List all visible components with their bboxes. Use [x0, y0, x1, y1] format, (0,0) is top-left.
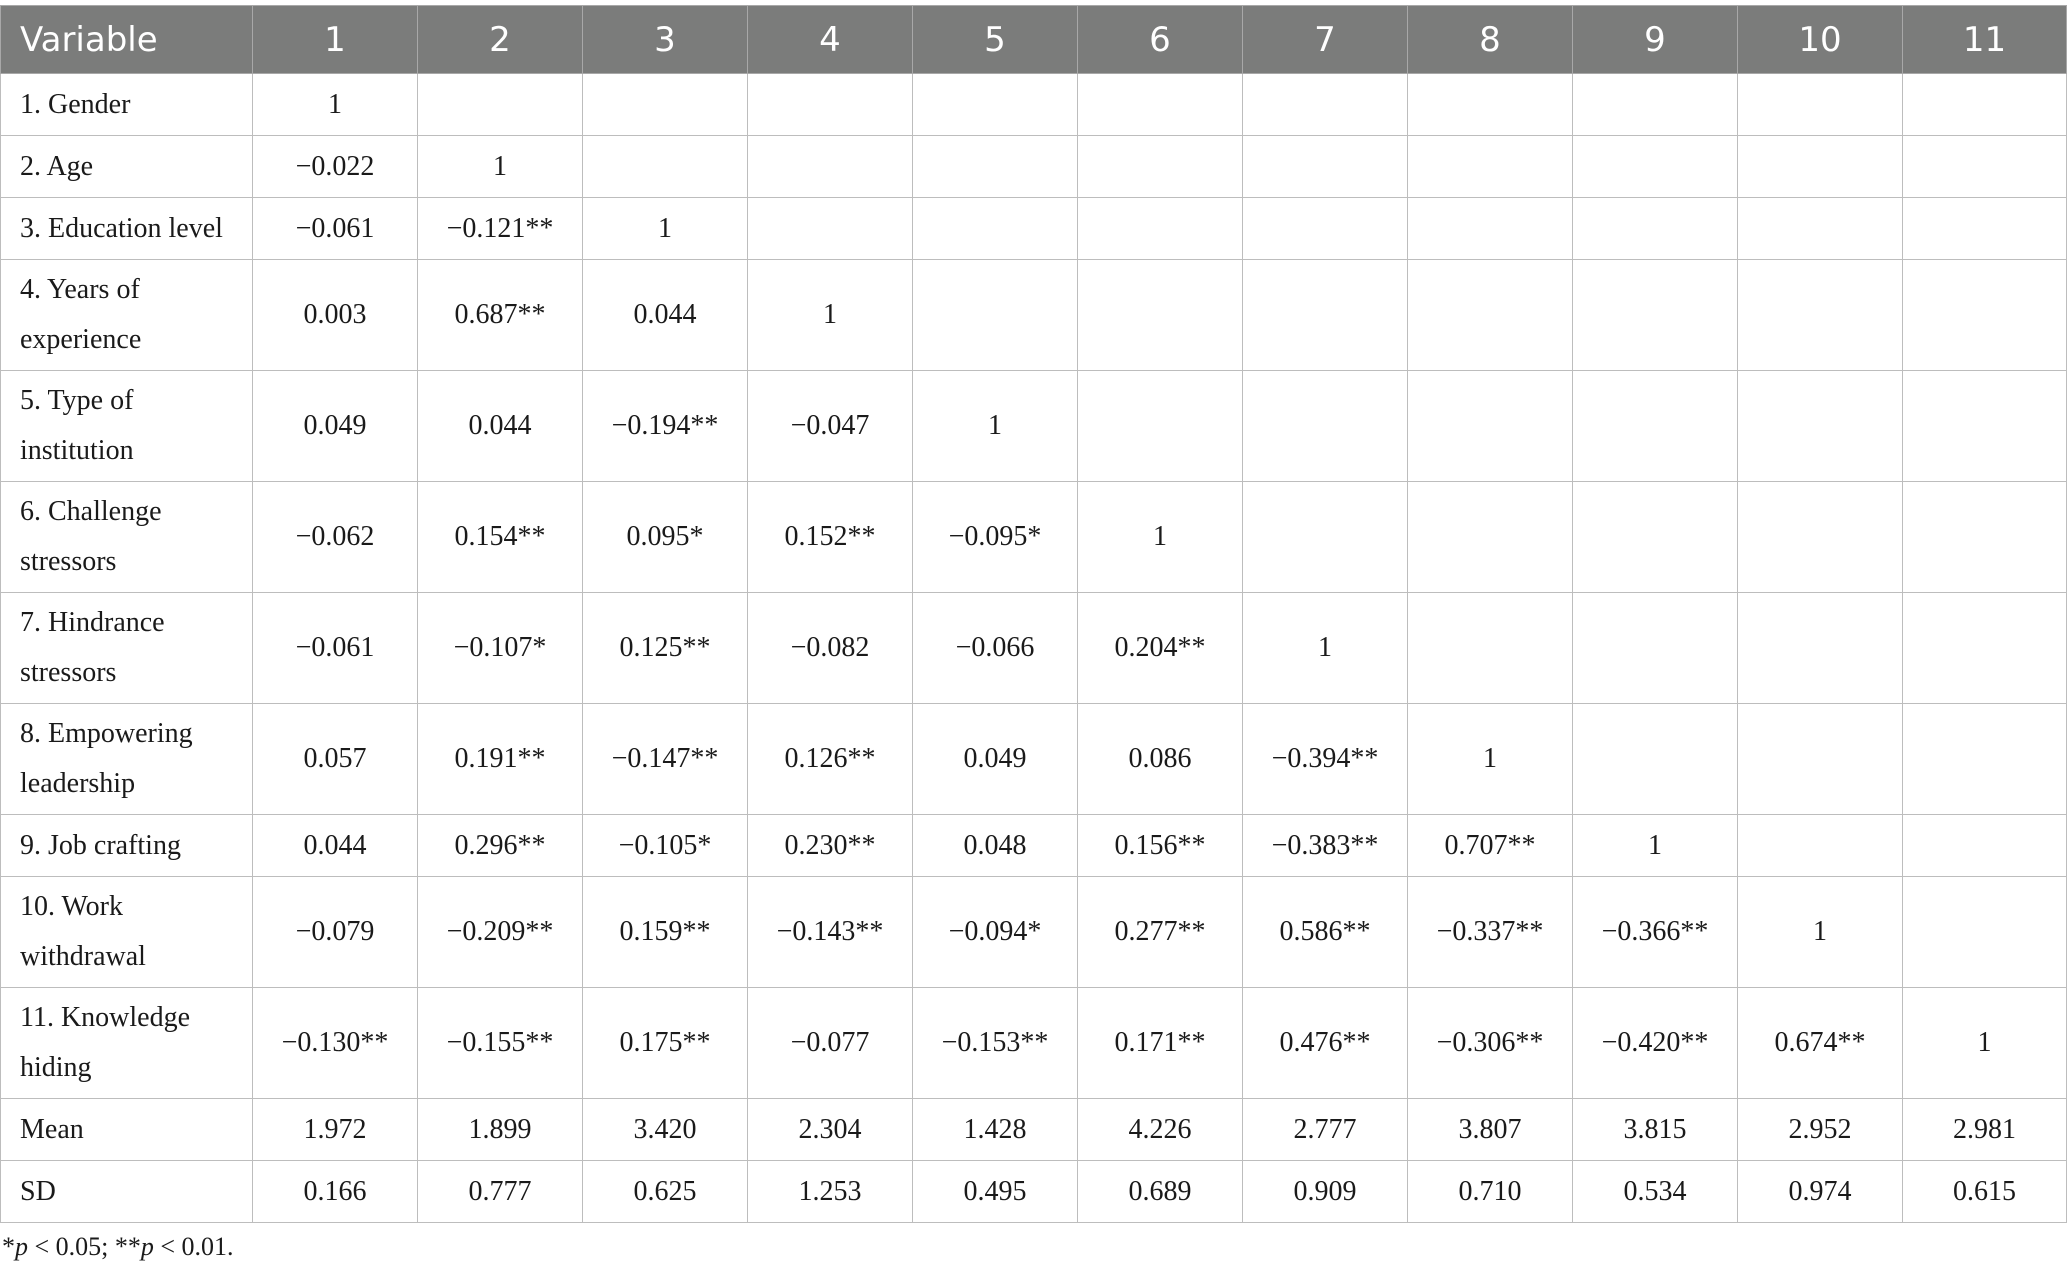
footnote-threshold-1: < 0.05;: [28, 1232, 115, 1261]
table-cell: 3.420: [583, 1099, 748, 1161]
variable-label-line: 10. Work: [20, 891, 124, 922]
footnote-star-single: *: [2, 1232, 15, 1261]
table-cell: [748, 198, 913, 260]
table-cell: −0.061: [253, 198, 418, 260]
table-cell: [1573, 593, 1738, 704]
table-cell: [1573, 260, 1738, 371]
variable-label: [1, 1099, 253, 1161]
variable-label-line: 3. Education level: [20, 212, 223, 244]
table-cell: 1: [1408, 704, 1573, 815]
table-cell: 0.534: [1573, 1161, 1738, 1223]
table-cell: [1078, 74, 1243, 136]
table-cell: [1243, 198, 1408, 260]
table-cell: 0.476**: [1243, 988, 1408, 1099]
table-cell: 0.086: [1078, 704, 1243, 815]
header-col-9: 9: [1573, 6, 1738, 74]
table-cell: [1573, 136, 1738, 198]
variable-label: [1, 482, 253, 593]
table-cell: 2.981: [1903, 1099, 2067, 1161]
table-cell: 3.815: [1573, 1099, 1738, 1161]
variable-label-line: Mean: [20, 1113, 84, 1145]
table-cell: −0.047: [748, 371, 913, 482]
table-cell: 0.687**: [418, 260, 583, 371]
variable-label: [1, 260, 253, 371]
footnote-p-symbol: p: [140, 1232, 154, 1261]
table-cell: 2.304: [748, 1099, 913, 1161]
table-cell: [1738, 482, 1903, 593]
table-cell: 0.191**: [418, 704, 583, 815]
header-col-8: 8: [1408, 6, 1573, 74]
table-cell: [1573, 482, 1738, 593]
variable-label-line: stressors: [20, 546, 117, 577]
variable-label-line: 1. Gender: [20, 88, 131, 120]
table-cell: [1243, 74, 1408, 136]
table-row: [1, 815, 2067, 877]
header-col-10: 10: [1738, 6, 1903, 74]
footnote-p-symbol: p: [15, 1232, 28, 1261]
variable-label-line: stressors: [20, 657, 117, 688]
table-cell: [1903, 482, 2067, 593]
table-cell: −0.194**: [583, 371, 748, 482]
table-cell: 1: [748, 260, 913, 371]
table-cell: [1903, 371, 2067, 482]
variable-label: [1, 815, 253, 877]
table-cell: −0.121**: [418, 198, 583, 260]
table-cell: [913, 74, 1078, 136]
table-cell: [913, 260, 1078, 371]
table-cell: 0.156**: [1078, 815, 1243, 877]
table-cell: 0.909: [1243, 1161, 1408, 1223]
variable-label-line: 8. Empowering: [20, 718, 193, 749]
table-cell: −0.209**: [418, 877, 583, 988]
table-cell: [1738, 74, 1903, 136]
table-cell: −0.107*: [418, 593, 583, 704]
table-cell: 1: [253, 74, 418, 136]
variable-label: [1, 74, 253, 136]
table-cell: 0.625: [583, 1161, 748, 1223]
table-cell: 0.003: [253, 260, 418, 371]
table-cell: 0.057: [253, 704, 418, 815]
table-cell: −0.306**: [1408, 988, 1573, 1099]
table-row: [1, 198, 2067, 260]
table-cell: [1243, 371, 1408, 482]
table-cell: [1243, 482, 1408, 593]
table-cell: 0.154**: [418, 482, 583, 593]
table-cell: [748, 136, 913, 198]
table-cell: [1738, 593, 1903, 704]
table-cell: [1243, 260, 1408, 371]
table-cell: [1903, 815, 2067, 877]
table-cell: −0.155**: [418, 988, 583, 1099]
table-cell: [1408, 482, 1573, 593]
table-cell: [1078, 260, 1243, 371]
table-row: [1, 877, 2067, 988]
footnote-threshold-2: < 0.01.: [153, 1232, 234, 1261]
table-cell: 1.253: [748, 1161, 913, 1223]
table-cell: 2.777: [1243, 1099, 1408, 1161]
table-cell: [1903, 74, 2067, 136]
variable-label: [1, 136, 253, 198]
table-cell: 0.277**: [1078, 877, 1243, 988]
table-cell: −0.383**: [1243, 815, 1408, 877]
table-cell: [1903, 593, 2067, 704]
table-cell: 0.710: [1408, 1161, 1573, 1223]
table-row: [1, 136, 2067, 198]
table-cell: [1408, 136, 1573, 198]
table-cell: 0.204**: [1078, 593, 1243, 704]
table-cell: 1.972: [253, 1099, 418, 1161]
table-cell: 1: [1243, 593, 1408, 704]
variable-label-line: leadership: [20, 768, 136, 799]
variable-label: [1, 1161, 253, 1223]
table-cell: [1903, 877, 2067, 988]
table-cell: [1078, 198, 1243, 260]
table-cell: [1243, 136, 1408, 198]
table-cell: −0.394**: [1243, 704, 1408, 815]
header-col-3: 3: [583, 6, 748, 74]
table-cell: [1903, 704, 2067, 815]
table-row: [1, 260, 2067, 371]
table-cell: [1408, 74, 1573, 136]
table-cell: [1408, 260, 1573, 371]
header-col-1: 1: [253, 6, 418, 74]
table-cell: −0.153**: [913, 988, 1078, 1099]
variable-label: [1, 988, 253, 1099]
variable-label: [1, 877, 253, 988]
table-cell: 0.586**: [1243, 877, 1408, 988]
table-cell: −0.147**: [583, 704, 748, 815]
table-row: [1, 1099, 2067, 1161]
table-row: [1, 704, 2067, 815]
table-cell: −0.366**: [1573, 877, 1738, 988]
table-footnote: [2, 1232, 234, 1262]
table-row: [1, 371, 2067, 482]
table-cell: −0.143**: [748, 877, 913, 988]
table-cell: 0.689: [1078, 1161, 1243, 1223]
variable-label-line: SD: [20, 1175, 56, 1207]
table-cell: [1408, 593, 1573, 704]
variable-label-line: 2. Age: [20, 150, 94, 182]
header-col-2: 2: [418, 6, 583, 74]
table-cell: −0.082: [748, 593, 913, 704]
header-col-5: 5: [913, 6, 1078, 74]
table-cell: [1573, 74, 1738, 136]
table-cell: 1: [418, 136, 583, 198]
table-row: [1, 988, 2067, 1099]
table-cell: 1: [1573, 815, 1738, 877]
table-cell: 0.777: [418, 1161, 583, 1223]
table-cell: 0.166: [253, 1161, 418, 1223]
footnote-star-double: **: [114, 1232, 141, 1261]
table-cell: 0.296**: [418, 815, 583, 877]
table-cell: [1738, 136, 1903, 198]
variable-label-line: withdrawal: [20, 941, 146, 972]
table-cell: 0.674**: [1738, 988, 1903, 1099]
table-cell: [1408, 371, 1573, 482]
variable-label-line: institution: [20, 435, 134, 466]
table-row: [1, 593, 2067, 704]
table-cell: 3.807: [1408, 1099, 1573, 1161]
table-cell: [1903, 260, 2067, 371]
table-cell: 0.126**: [748, 704, 913, 815]
table-cell: −0.066: [913, 593, 1078, 704]
table-cell: 0.159**: [583, 877, 748, 988]
variable-label-line: hiding: [20, 1052, 92, 1083]
table-cell: −0.062: [253, 482, 418, 593]
table-cell: 2.952: [1738, 1099, 1903, 1161]
table-cell: [1078, 371, 1243, 482]
table-row: [1, 1161, 2067, 1223]
table-cell: [583, 74, 748, 136]
table-cell: −0.337**: [1408, 877, 1573, 988]
table-cell: [1738, 815, 1903, 877]
table-cell: [1573, 371, 1738, 482]
table-cell: [1903, 136, 2067, 198]
table-cell: 0.049: [253, 371, 418, 482]
table-cell: [913, 198, 1078, 260]
table-cell: [1738, 371, 1903, 482]
table-cell: [1573, 704, 1738, 815]
table-cell: [418, 74, 583, 136]
table-cell: [1738, 198, 1903, 260]
table-cell: 0.230**: [748, 815, 913, 877]
variable-label-line: 11. Knowledge: [20, 1002, 191, 1033]
table-cell: 1: [1738, 877, 1903, 988]
variable-label: [1, 704, 253, 815]
variable-label-line: 7. Hindrance: [20, 607, 165, 638]
table-cell: 0.125**: [583, 593, 748, 704]
variable-label-line: 4. Years of: [20, 274, 140, 305]
table-cell: 0.615: [1903, 1161, 2067, 1223]
table-cell: [1903, 198, 2067, 260]
table-cell: −0.420**: [1573, 988, 1738, 1099]
table-cell: [1573, 198, 1738, 260]
table-cell: 0.171**: [1078, 988, 1243, 1099]
table-cell: 0.095*: [583, 482, 748, 593]
table-cell: −0.094*: [913, 877, 1078, 988]
variable-label-line: 5. Type of: [20, 385, 134, 416]
table-cell: 1: [1903, 988, 2067, 1099]
correlation-table: [0, 5, 2067, 1223]
header-col-6: 6: [1078, 6, 1243, 74]
table-cell: −0.077: [748, 988, 913, 1099]
variable-label-line: 9. Job crafting: [20, 829, 181, 861]
table-row: [1, 482, 2067, 593]
variable-label-line: 6. Challenge: [20, 496, 162, 527]
table-cell: 0.044: [253, 815, 418, 877]
header-col-7: 7: [1243, 6, 1408, 74]
variable-label: [1, 593, 253, 704]
table-cell: 0.044: [583, 260, 748, 371]
table-cell: −0.022: [253, 136, 418, 198]
table-cell: −0.095*: [913, 482, 1078, 593]
header-col-11: 11: [1903, 6, 2067, 74]
table-cell: [913, 136, 1078, 198]
header-variable: Variable: [1, 6, 253, 74]
table-cell: 0.044: [418, 371, 583, 482]
table-cell: [748, 74, 913, 136]
table-cell: 0.048: [913, 815, 1078, 877]
table-cell: −0.105*: [583, 815, 748, 877]
table-cell: [1738, 260, 1903, 371]
header-col-4: 4: [748, 6, 913, 74]
table-header-row: [1, 6, 2067, 74]
table-cell: 1.899: [418, 1099, 583, 1161]
table-cell: 1: [913, 371, 1078, 482]
table-cell: 0.152**: [748, 482, 913, 593]
table-cell: −0.130**: [253, 988, 418, 1099]
table-cell: 0.974: [1738, 1161, 1903, 1223]
table-cell: 0.049: [913, 704, 1078, 815]
table-cell: [1738, 704, 1903, 815]
table-cell: [1408, 198, 1573, 260]
table-row: [1, 74, 2067, 136]
table-cell: −0.061: [253, 593, 418, 704]
table-cell: 0.495: [913, 1161, 1078, 1223]
table-cell: 4.226: [1078, 1099, 1243, 1161]
table-cell: [1078, 136, 1243, 198]
variable-label-line: experience: [20, 324, 142, 355]
variable-label: [1, 198, 253, 260]
table-cell: 1: [583, 198, 748, 260]
table-cell: 0.175**: [583, 988, 748, 1099]
table-cell: −0.079: [253, 877, 418, 988]
table-cell: 1: [1078, 482, 1243, 593]
table-body: [1, 74, 2067, 1223]
table-cell: 0.707**: [1408, 815, 1573, 877]
variable-label: [1, 371, 253, 482]
table-cell: 1.428: [913, 1099, 1078, 1161]
table-cell: [583, 136, 748, 198]
